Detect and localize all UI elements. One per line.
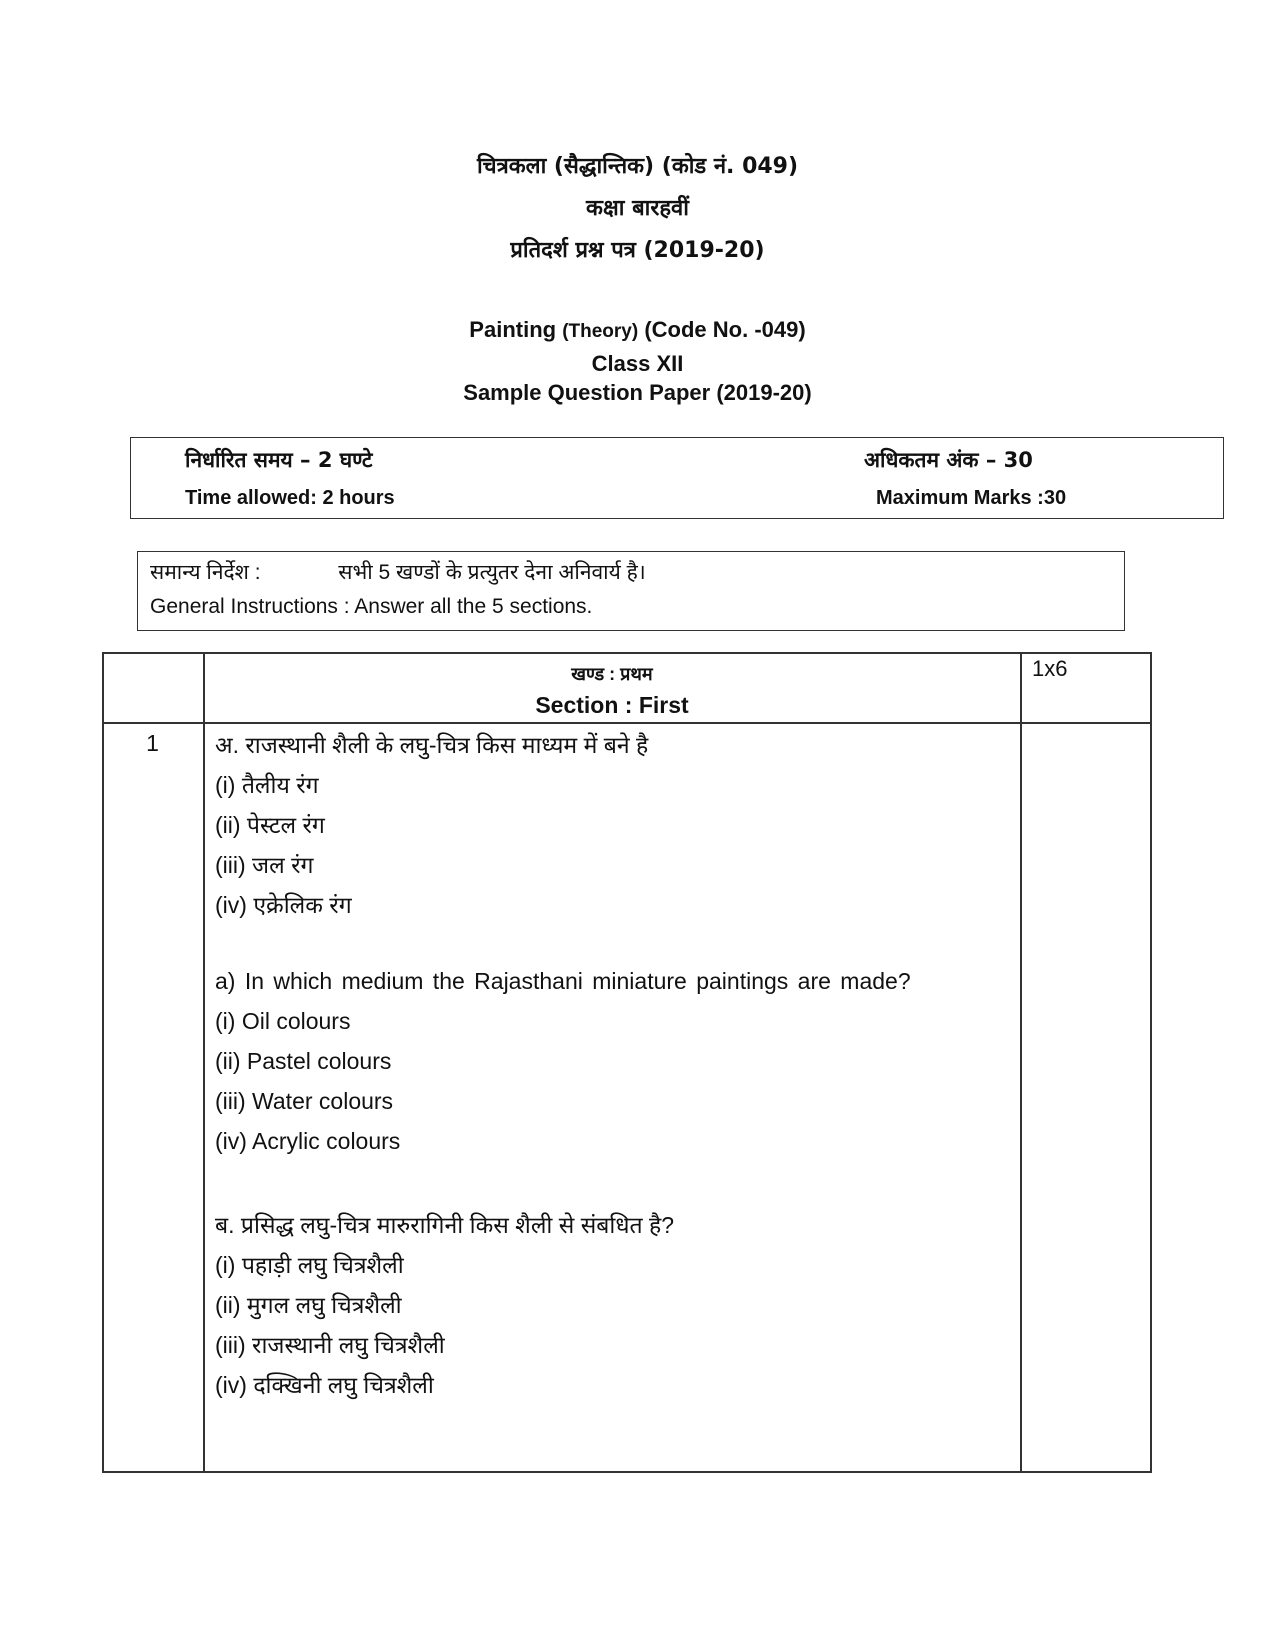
title-hindi-class: कक्षा बारहवीं bbox=[586, 196, 689, 221]
table-border-right bbox=[1150, 652, 1152, 1473]
title-hindi-paper: प्रतिदर्श प्रश्न पत्र (2019-20) bbox=[510, 238, 765, 263]
time-marks-box bbox=[130, 437, 1224, 519]
option-a-hindi-3: (iii) जल रंग bbox=[215, 852, 314, 878]
table-border-left bbox=[102, 652, 104, 1473]
title-english-subject: Painting bbox=[469, 317, 557, 342]
option-b-hindi-4: (iv) दक्खिनी लघु चित्रशैली bbox=[215, 1372, 434, 1398]
option-a-hindi-4: (iv) एक्रेलिक रंग bbox=[215, 892, 352, 918]
option-b-hindi-1: (i) पहाड़ी लघु चित्रशैली bbox=[215, 1252, 404, 1278]
option-b-hindi-2: (ii) मुगल लघु चित्रशैली bbox=[215, 1292, 402, 1318]
question-a-english: a) In which medium the Rajasthani miniature paintings are made? bbox=[215, 968, 911, 994]
option-a-english-2: (ii) Pastel colours bbox=[215, 1048, 392, 1074]
table-column-divider bbox=[203, 652, 205, 1473]
instructions-hindi-text: सभी 5 खण्डों के प्रत्युतर देना अनिवार्य है। bbox=[338, 561, 646, 584]
title-english-theory: (Theory) bbox=[562, 321, 639, 342]
instructions-hindi bbox=[150, 558, 646, 586]
table-column-divider bbox=[1020, 652, 1022, 1473]
question-table bbox=[102, 652, 1152, 1473]
general-instructions-box bbox=[137, 551, 1125, 631]
option-a-english-1: (i) Oil colours bbox=[215, 1008, 351, 1034]
option-b-hindi-3: (iii) राजस्थानी लघु चित्रशैली bbox=[215, 1332, 445, 1358]
section-marks: 1x6 bbox=[1032, 656, 1068, 681]
time-allowed-english: Time allowed: 2 hours bbox=[185, 487, 395, 509]
section-title-english: Section : First bbox=[535, 692, 689, 718]
title-english-code: (Code No. -049) bbox=[644, 317, 806, 342]
max-marks-english: Maximum Marks :30 bbox=[876, 487, 1067, 509]
question-number: 1 bbox=[146, 730, 159, 756]
option-a-hindi-1: (i) तैलीय रंग bbox=[215, 772, 319, 798]
instructions-english: General Instructions : Answer all the 5 sections. bbox=[150, 595, 593, 618]
title-english-paper: Sample Question Paper (2019-20) bbox=[463, 380, 812, 405]
option-a-english-4: (iv) Acrylic colours bbox=[215, 1128, 401, 1154]
max-marks-hindi: अधिकतम अंक – 30 bbox=[864, 448, 1033, 472]
table-row-divider bbox=[102, 722, 1152, 724]
option-a-english-3: (iii) Water colours bbox=[215, 1088, 394, 1114]
question-a-hindi: अ. राजस्थानी शैली के लघु-चित्र किस माध्यम में बने है bbox=[215, 732, 649, 758]
title-hindi-subject: चित्रकला (सैद्धान्तिक) (कोड नं. 049) bbox=[476, 154, 799, 179]
title-english-class: Class XII bbox=[591, 351, 684, 376]
title-english-subject-line bbox=[0, 317, 1275, 343]
option-a-hindi-2: (ii) पेस्टल रंग bbox=[215, 812, 325, 838]
instructions-hindi-label: समान्य निर्देश : bbox=[150, 561, 261, 584]
table-border-top bbox=[102, 652, 1152, 654]
table-border-bottom bbox=[102, 1471, 1152, 1473]
time-allowed-hindi: निर्धारित समय – 2 घण्टे bbox=[185, 448, 373, 472]
question-b-hindi: ब. प्रसिद्ध लघु-चित्र मारुरागिनी किस शैली से संबधित है? bbox=[215, 1212, 674, 1238]
section-title-hindi: खण्ड : प्रथम bbox=[571, 664, 653, 684]
